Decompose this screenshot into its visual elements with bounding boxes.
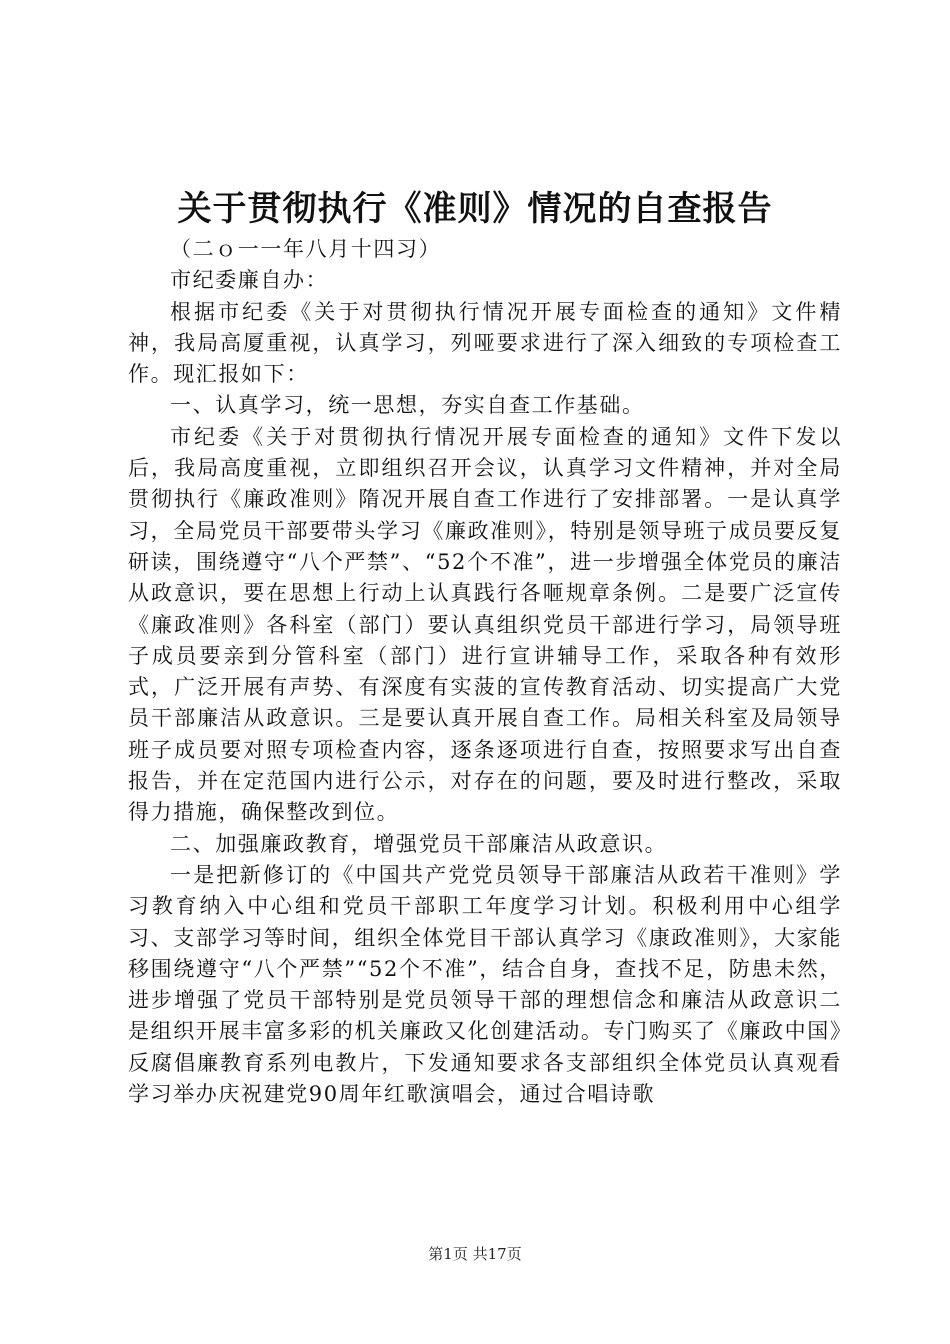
section-heading-2: 二、加强廉政教育，增强党员干部廉洁从政意识。 bbox=[170, 831, 668, 856]
section-1-paragraph: 市纪委《关于对贯彻执行情况开展专面检查的通知》文件下发以后，我局高度重视，立即组织召开会议，认真学习文件精神，并对全局贯彻执行《廉政准则》隋况开展自查工作进行了安排部署。一是认真学习，全局党员干部要带头学习《廉政准则》，特别是领导班亍成员要反复研读，围绕遵守“八个严禁”、“52个不准”，进一步增强全体党员的廉洁从政意识，要在思想上行动上认真践行各咂规章条例。二是要广泛宣传《廉政准则》各科室（部门）要认真组织党员干部进行学习，局领导班子成员要亲到分管科室（部门）进行宣讲辅导工作，采取各种有效形式，广泛开展有声势、有深度有实菠的宣传教育活动、切实提高广大党员干部廉洁从政意识。三是要认真开展自查工作。局相关科室及局领导班子成员要对照专项检查内容，逐条逐项进行自查，按照要求写出自查报告，并在定范国内进行公示，对存在的问题，要及时进行整改，采取得力措施，确保整改到位。 bbox=[128, 424, 842, 825]
page-footer: 第1页 共17页 bbox=[428, 1245, 522, 1263]
salutation: 市纪委廉自办： bbox=[170, 268, 329, 293]
document-body bbox=[128, 234, 842, 1110]
document-date: （二ｏ一一年八月十四习） bbox=[170, 237, 442, 261]
section-heading-1: 一、认真学习，统一思想，夯实自查工作基础。 bbox=[170, 393, 645, 418]
document-title: 关于贯彻执行《准则》情况的自查报告 bbox=[177, 189, 773, 229]
intro-paragraph: 根据市纪委《关于对贯彻执行情况开展专面检查的通知》文件精神，我局高厦重视，认真学习，列哑要求进行了深入细致的专项检查工作。现汇报如下： bbox=[128, 299, 842, 387]
section-2-paragraph: 一是把新修订的《中国共产党党员领导干部廉洁从政若干准则》学习教育纳入中心组和党员干部职工年度学习计划。积极利用中心组学习、支部学习等时间，组织全体党目干部认真学习《康政准则》，大家能移围绕遵守“八个严禁”“52个不准”，结合自身，查找不足，防患未然，进步增强了党员干部特别是党员领导干部的理想信念和廉洁从政意识二是组织开展丰富多彩的机关廉政又化创建活动。专门购买了《廉政中国》反腐倡廉教育系列电教片，下发通知要求各支部组织全体党员认真观看学习举办庆祝建党90周年红歌演唱会，通过合唱诗歌 bbox=[128, 862, 842, 1107]
